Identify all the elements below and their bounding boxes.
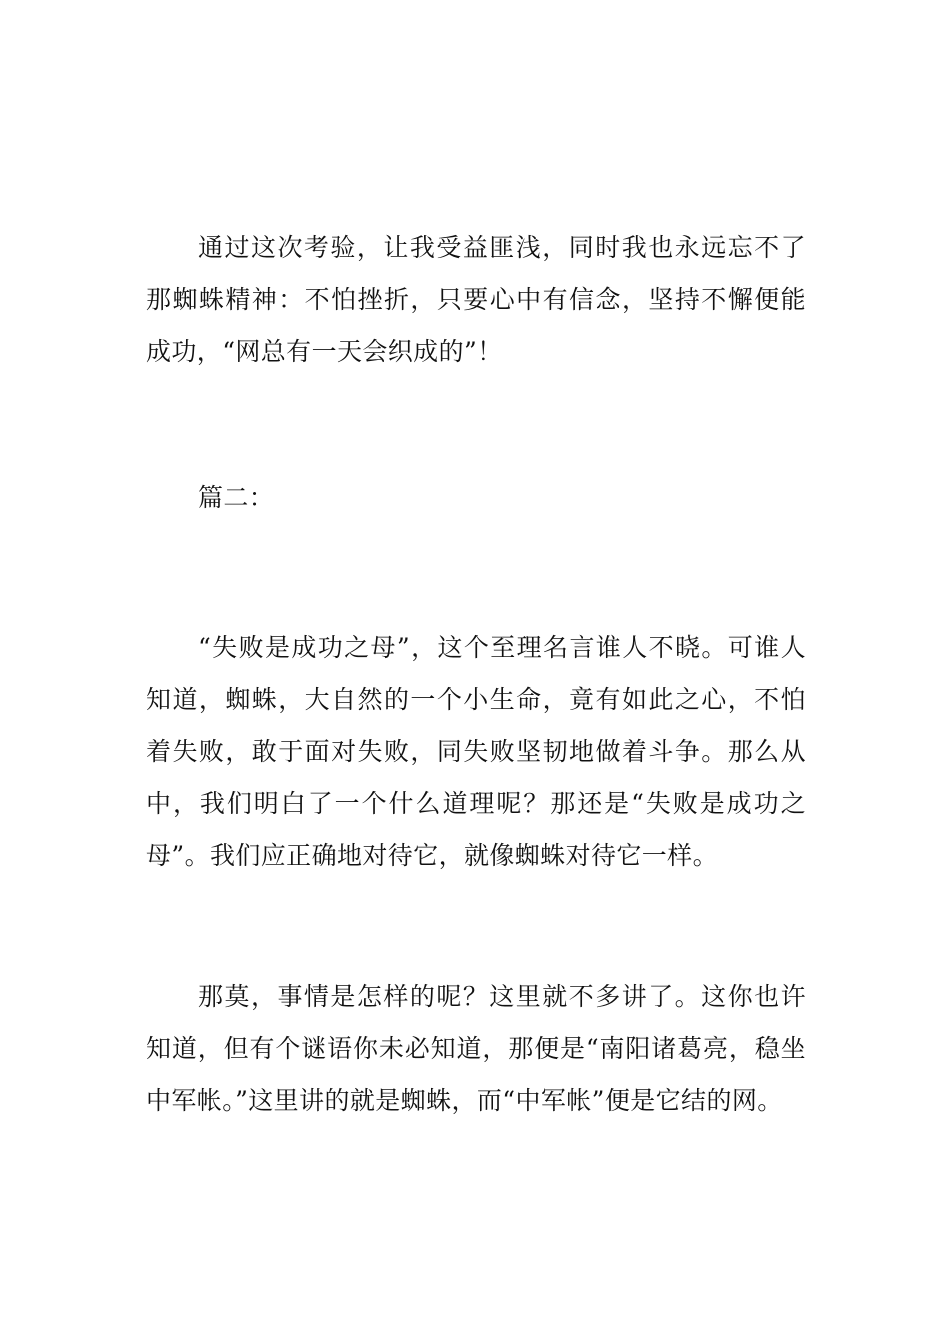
paragraph-conclusion: 通过这次考验，让我受益匪浅，同时我也永远忘不了那蜘蛛精神：不怕挫折，只要心中有信念，坚持不懈便能成功，“网总有一天会织成的”！ bbox=[146, 233, 806, 366]
paragraph-riddle: 那莫，事情是怎样的呢？这里就不多讲了。这你也许知道，但有个谜语你未必知道，那便是“南阳诸葛亮，稳坐中军帐。”这里讲的就是蜘蛛，而“中军帐”便是它结的网。 bbox=[146, 982, 806, 1115]
section-heading: 篇二： bbox=[198, 483, 275, 512]
paragraph-intro: “失败是成功之母”，这个至理名言谁人不晓。可谁人知道，蜘蛛，大自然的一个小生命，竟有如此之心，不怕着失败，敢于面对失败，同失败坚韧地做着斗争。那么从中，我们明白了一个什么道理呢？那还是“失败是成功之母”。我们应正确地对待它，就像蜘蛛对待它一样。 bbox=[146, 633, 806, 870]
